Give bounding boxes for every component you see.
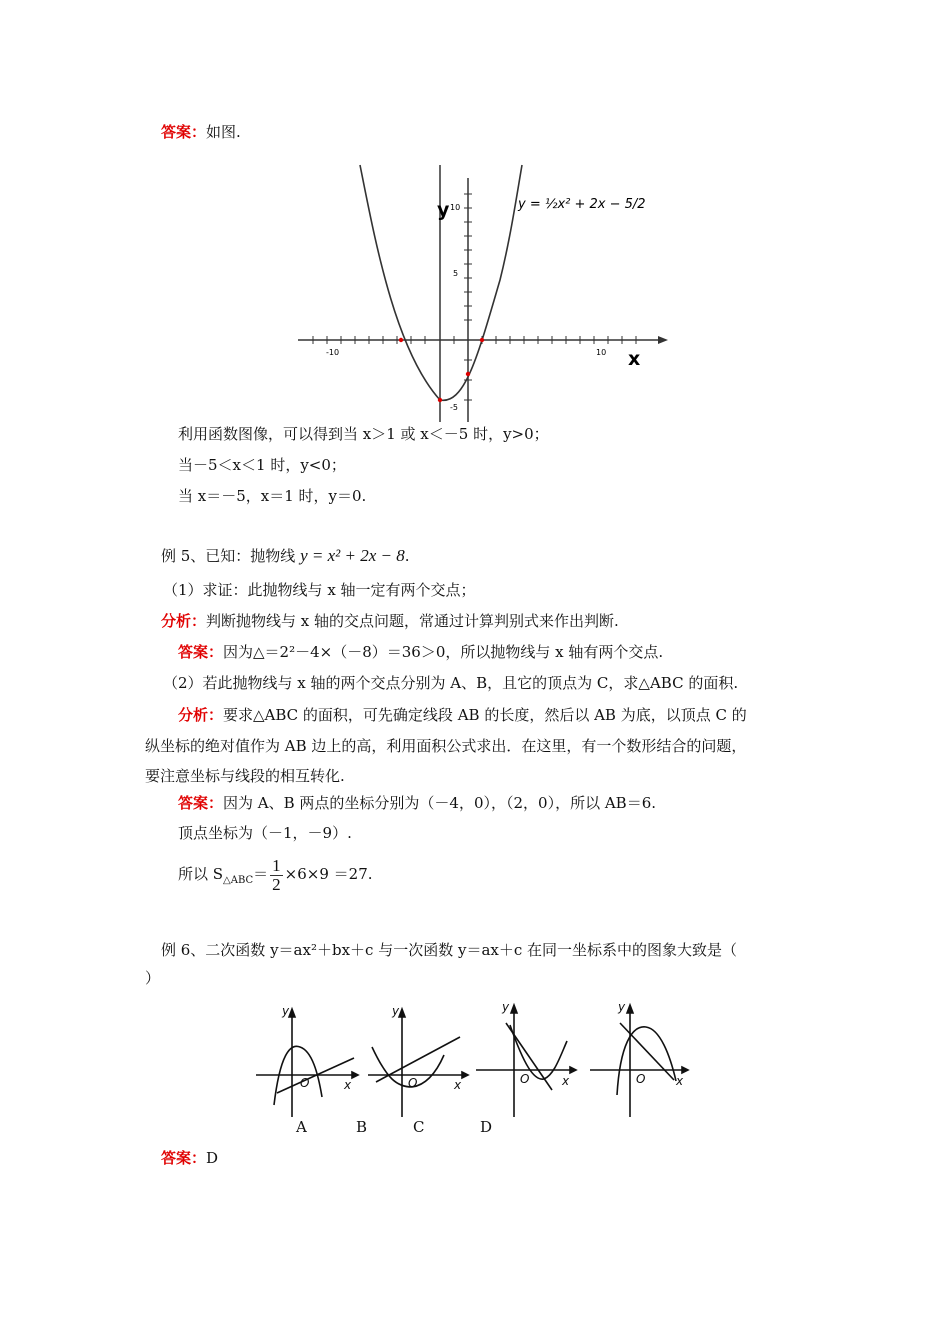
axis-y-d: y	[618, 1000, 626, 1014]
example6-answer	[161, 1148, 218, 1168]
answer-label: 答案：	[161, 1149, 207, 1167]
y-axis-label: y	[437, 199, 450, 221]
example5-answer2	[178, 793, 656, 813]
example5-answer1	[178, 642, 663, 662]
answer-text: 因为 A、B 两点的坐标分别为（－4，0），（2，0），所以 AB＝6.	[223, 794, 657, 812]
axis-y-c: y	[502, 1000, 510, 1014]
fraction-denominator: 2	[272, 874, 281, 894]
axis-x-c: x	[562, 1074, 570, 1088]
graph-option-b	[368, 1009, 468, 1117]
tick-y-5: 5	[453, 269, 459, 278]
example5-formula: y = x² + 2x − 8	[300, 546, 405, 565]
example5-end: .	[404, 547, 410, 565]
fraction-numerator: 1	[272, 855, 281, 875]
answer-label: 答案：	[178, 643, 224, 661]
answer-text: D	[206, 1149, 219, 1167]
example6-line2: ）	[145, 969, 161, 987]
example5-analysis2-line3: 要注意坐标与线段的相互转化.	[145, 767, 345, 785]
graph-option-a	[256, 1009, 358, 1117]
analysis-label: 分析：	[178, 706, 224, 724]
conclusion-2: 当－5＜x＜1 时，y<0；	[178, 456, 346, 474]
conclusion-1: 利用函数图像，可以得到当 x＞1 或 x＜－5 时，y>0；	[178, 425, 549, 443]
area-rest: ×6×9 ＝27.	[284, 865, 373, 883]
analysis-text: 判断抛物线与 x 轴的交点问题，常通过计算判别式来作出判断.	[206, 612, 619, 630]
options-graphs	[252, 995, 697, 1120]
answer-label: 答案：	[178, 794, 224, 812]
axis-y-a: y	[282, 1004, 290, 1018]
analysis-label: 分析：	[161, 612, 207, 630]
graph-option-d	[590, 1005, 688, 1117]
example5-vertex: 顶点坐标为（－1，－9）.	[178, 824, 352, 842]
analysis-text: 要求△ABC 的面积，可先确定线段 AB 的长度，然后以 AB 为底，以顶点 C 的	[223, 706, 747, 724]
answer-label: 答案：	[161, 123, 207, 141]
tick-y-10: 10	[450, 203, 461, 212]
example5-heading	[161, 546, 410, 566]
area-fraction	[270, 857, 283, 894]
option-a-label: A	[296, 1118, 307, 1136]
area-prefix: 所以 S	[178, 865, 224, 883]
x-axis-label: x	[628, 348, 641, 370]
conclusion-3: 当 x＝－5，x＝1 时，y＝0.	[178, 487, 367, 505]
tick-y-neg5: -5	[450, 403, 458, 412]
example6-line1: 例 6、二次函数 y＝ax²＋bx＋c 与一次函数 y＝ax＋c 在同一坐标系中的图象大致是（	[161, 941, 738, 959]
area-eq: ＝	[253, 865, 269, 883]
example5-area	[178, 852, 373, 903]
example5-part2: （2）若此抛物线与 x 轴的两个交点分别为 A、B，且它的顶点为 C，求△ABC 的面积.	[163, 674, 739, 692]
example5-analysis2-line2: 纵坐标的绝对值作为 AB 边上的高，利用面积公式求出．在这里，有一个数形结合的问题，	[145, 737, 747, 755]
answer-text: 如图.	[206, 123, 241, 141]
answer-line-1	[161, 122, 241, 142]
axis-x-a: x	[344, 1078, 352, 1092]
example5-analysis1	[161, 611, 619, 631]
example5-analysis2-line1	[178, 705, 747, 725]
example5-part1: （1）求证：此抛物线与 x 轴一定有两个交点；	[163, 581, 476, 599]
origin-c: O	[520, 1072, 530, 1086]
tick-x-neg10: -10	[326, 348, 340, 357]
axis-x-b: x	[454, 1078, 462, 1092]
axis-y-b: y	[392, 1004, 400, 1018]
graph-equation: y = ½x² + 2x − 5/2	[518, 197, 646, 212]
tick-x-10: 10	[596, 348, 607, 357]
origin-b: O	[408, 1076, 418, 1090]
origin-a: O	[300, 1076, 310, 1090]
option-d-label: D	[480, 1118, 493, 1136]
graph-option-c	[476, 1005, 576, 1117]
option-c-label: C	[413, 1118, 425, 1136]
option-b-label: B	[356, 1118, 368, 1136]
axis-x-d: x	[676, 1074, 684, 1088]
parabola-graph	[290, 160, 670, 425]
area-subscript: △ABC	[223, 875, 254, 886]
origin-d: O	[636, 1072, 646, 1086]
answer-text: 因为△＝2²－4×（－8）＝36＞0，所以抛物线与 x 轴有两个交点.	[223, 643, 664, 661]
example5-intro: 例 5、已知：抛物线	[161, 547, 296, 565]
